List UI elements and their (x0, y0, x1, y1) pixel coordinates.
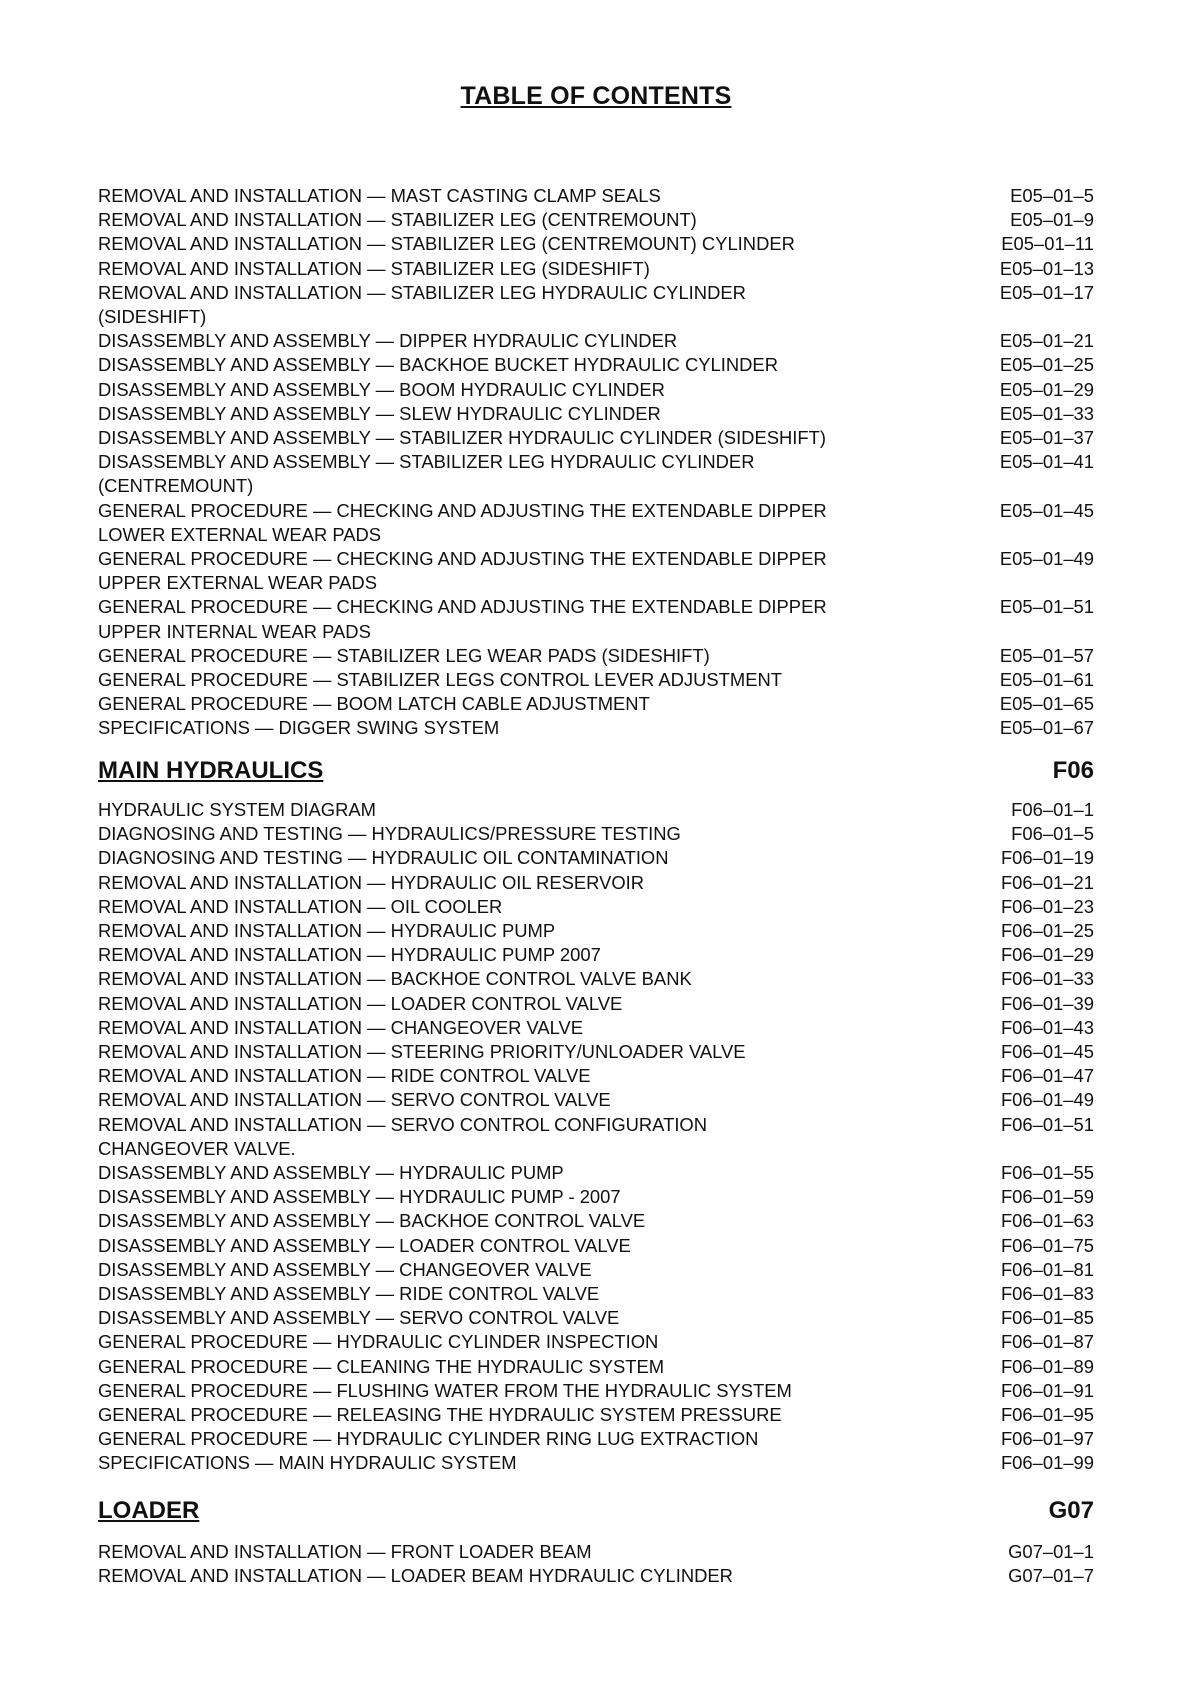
entry-title: REMOVAL AND INSTALLATION — STEERING PRIORITY/UNLOADER VALVE (98, 1041, 746, 1063)
toc-entry (98, 992, 1094, 1016)
entry-title: GENERAL PROCEDURE — CHECKING AND ADJUSTING THE EXTENDABLE DIPPER UPPER INTERNAL WEAR PADS (98, 596, 827, 642)
entry-page-ref: F06–01–91 (1000, 1379, 1094, 1401)
toc-entry (98, 716, 1094, 740)
toc-entry (98, 846, 1094, 870)
section-heading (98, 756, 1094, 786)
entry-title: REMOVAL AND INSTALLATION — HYDRAULIC PUMP (98, 920, 556, 942)
toc-entry (98, 1064, 1094, 1088)
section-entries (98, 1540, 1094, 1588)
entry-page-ref: F06–01–1 (1011, 799, 1094, 820)
toc-entry (98, 1427, 1094, 1451)
entry-title: DISASSEMBLY AND ASSEMBLY — LOADER CONTROL VALVE (98, 1234, 631, 1256)
toc-entry (98, 499, 1094, 547)
entry-page-ref: G07–01–7 (1008, 1565, 1094, 1587)
entry-page-ref: F06–01–29 (1000, 944, 1094, 966)
entry-title: HYDRAULIC SYSTEM DIAGRAM (98, 799, 376, 820)
entry-title: GENERAL PROCEDURE — BOOM LATCH CABLE ADJUSTMENT (98, 693, 650, 715)
entry-title: SPECIFICATIONS — MAIN HYDRAULIC SYSTEM (98, 1452, 517, 1474)
entry-page-ref: E05–01–5 (1010, 185, 1094, 206)
entry-page-ref: E05–01–45 (999, 499, 1094, 521)
entry-page-ref: E05–01–11 (1001, 233, 1094, 255)
entry-page-ref: F06–01–75 (1000, 1234, 1094, 1256)
entry-page-ref: E05–01–65 (999, 693, 1094, 715)
entry-title: DISASSEMBLY AND ASSEMBLY — STABILIZER HYDRAULIC CYLINDER (SIDESHIFT) (98, 427, 826, 449)
toc-entry (98, 1113, 1094, 1161)
entry-title: REMOVAL AND INSTALLATION — LOADER BEAM HYDRAULIC CYLINDER (98, 1565, 733, 1587)
entry-page-ref: F06–01–43 (1000, 1016, 1094, 1038)
toc-entry (98, 1564, 1094, 1588)
page-title: TABLE OF CONTENTS (460, 82, 732, 110)
entry-page-ref: F06–01–95 (1000, 1404, 1094, 1426)
entry-title: DISASSEMBLY AND ASSEMBLY — BACKHOE BUCKET HYDRAULIC CYLINDER (98, 354, 778, 376)
toc-entry (98, 450, 1094, 498)
toc-entry (98, 329, 1094, 353)
entry-title: REMOVAL AND INSTALLATION — STABILIZER LEG (SIDESHIFT) (98, 257, 650, 279)
toc-entry (98, 1234, 1094, 1258)
entry-page-ref: F06–01–51 (1000, 1113, 1094, 1135)
toc-entry (98, 1306, 1094, 1330)
toc-entry (98, 281, 1094, 329)
entry-title: GENERAL PROCEDURE — FLUSHING WATER FROM THE HYDRAULIC SYSTEM (98, 1379, 792, 1401)
section-entries (98, 798, 1094, 1476)
entry-page-ref: F06–01–63 (1000, 1210, 1094, 1232)
toc-entry (98, 378, 1094, 402)
entry-title: DISASSEMBLY AND ASSEMBLY — STABILIZER LEG HYDRAULIC CYLINDER (CENTREMOUNT) (98, 451, 755, 497)
entry-title: REMOVAL AND INSTALLATION — HYDRAULIC PUMP 2007 (98, 944, 601, 966)
toc-entry (98, 644, 1094, 668)
entry-title: REMOVAL AND INSTALLATION — BACKHOE CONTROL VALVE BANK (98, 968, 692, 990)
entry-title: REMOVAL AND INSTALLATION — FRONT LOADER BEAM (98, 1541, 592, 1562)
entry-page-ref: E05–01–57 (999, 644, 1094, 666)
entry-page-ref: E05–01–25 (999, 354, 1094, 376)
toc-entry (98, 353, 1094, 377)
entry-title: REMOVAL AND INSTALLATION — CHANGEOVER VALVE (98, 1016, 584, 1038)
entry-page-ref: E05–01–29 (999, 378, 1094, 400)
entry-page-ref: F06–01–45 (1000, 1041, 1094, 1063)
entry-title: GENERAL PROCEDURE — STABILIZER LEG WEAR PADS (SIDESHIFT) (98, 644, 710, 666)
entry-title: GENERAL PROCEDURE — RELEASING THE HYDRAULIC SYSTEM PRESSURE (98, 1404, 782, 1426)
entry-page-ref: E05–01–41 (999, 451, 1094, 473)
entry-page-ref: F06–01–21 (1000, 871, 1094, 893)
entry-title: REMOVAL AND INSTALLATION — RIDE CONTROL VALVE (98, 1065, 591, 1087)
toc-entry (98, 1355, 1094, 1379)
toc-entry (98, 668, 1094, 692)
entry-page-ref: F06–01–59 (1000, 1186, 1094, 1208)
entry-title: REMOVAL AND INSTALLATION — STABILIZER LEG (CENTREMOUNT) CYLINDER (98, 233, 795, 255)
entry-page-ref: F06–01–87 (1000, 1331, 1094, 1353)
entry-page-ref: F06–01–89 (1000, 1355, 1094, 1377)
entry-page-ref: F06–01–25 (1000, 920, 1094, 942)
toc-entry (98, 1040, 1094, 1064)
entry-page-ref: F06–01–85 (1000, 1307, 1094, 1329)
entry-title: REMOVAL AND INSTALLATION — MAST CASTING CLAMP SEALS (98, 185, 661, 206)
toc-entry (98, 871, 1094, 895)
toc-entry (98, 595, 1094, 643)
entry-page-ref: F06–01–83 (1000, 1283, 1094, 1305)
entry-title: REMOVAL AND INSTALLATION — SERVO CONTROL CONFIGURATION CHANGEOVER VALVE. (98, 1113, 708, 1159)
entry-title: REMOVAL AND INSTALLATION — STABILIZER LEG (CENTREMOUNT) (98, 209, 697, 231)
toc-entry (98, 547, 1094, 595)
entry-title: DIAGNOSING AND TESTING — HYDRAULIC OIL CONTAMINATION (98, 847, 669, 869)
toc-entry (98, 1185, 1094, 1209)
entry-page-ref: E05–01–51 (999, 596, 1094, 618)
toc-entry (98, 1016, 1094, 1040)
entry-page-ref: E05–01–33 (999, 402, 1094, 424)
toc-entry (98, 184, 1094, 208)
toc-entry (98, 895, 1094, 919)
toc-entry (98, 232, 1094, 256)
entry-title: GENERAL PROCEDURE — CLEANING THE HYDRAULIC SYSTEM (98, 1355, 665, 1377)
toc-entry (98, 1330, 1094, 1354)
entry-page-ref: F06–01–33 (1000, 968, 1094, 990)
entry-page-ref: F06–01–5 (1011, 823, 1094, 845)
entry-page-ref: E05–01–13 (999, 257, 1094, 279)
entry-page-ref: E05–01–37 (999, 427, 1094, 449)
toc-entry (98, 1379, 1094, 1403)
toc-entry (98, 1451, 1094, 1475)
entry-page-ref: F06–01–55 (1000, 1162, 1094, 1184)
section-title: LOADER (98, 1497, 200, 1524)
toc-entry (98, 1282, 1094, 1306)
toc-entry (98, 1540, 1094, 1564)
entry-page-ref: F06–01–81 (1000, 1258, 1094, 1280)
entry-page-ref: E05–01–9 (1010, 209, 1094, 231)
entry-page-ref: F06–01–99 (1000, 1452, 1094, 1474)
entry-title: DISASSEMBLY AND ASSEMBLY — DIPPER HYDRAULIC CYLINDER (98, 330, 678, 352)
toc-entry (98, 919, 1094, 943)
toc-entry (98, 402, 1094, 426)
entry-page-ref: F06–01–39 (1000, 992, 1094, 1014)
entry-title: GENERAL PROCEDURE — HYDRAULIC CYLINDER RING LUG EXTRACTION (98, 1428, 759, 1450)
entry-title: GENERAL PROCEDURE — HYDRAULIC CYLINDER INSPECTION (98, 1331, 659, 1353)
toc-entry (98, 1209, 1094, 1233)
entry-title: DIAGNOSING AND TESTING — HYDRAULICS/PRESSURE TESTING (98, 823, 681, 845)
entry-page-ref: E05–01–61 (999, 669, 1094, 691)
entry-page-ref: E05–01–49 (999, 548, 1094, 570)
entry-page-ref: E05–01–17 (999, 281, 1094, 303)
entry-title: GENERAL PROCEDURE — CHECKING AND ADJUSTING THE EXTENDABLE DIPPER LOWER EXTERNAL WEAR PADS (98, 499, 827, 545)
toc-entry (98, 426, 1094, 450)
toc-entry (98, 692, 1094, 716)
entry-title: DISASSEMBLY AND ASSEMBLY — RIDE CONTROL VALVE (98, 1283, 600, 1305)
entry-title: DISASSEMBLY AND ASSEMBLY — BACKHOE CONTROL VALVE (98, 1210, 646, 1232)
entry-page-ref: F06–01–49 (1000, 1089, 1094, 1111)
entry-title: DISASSEMBLY AND ASSEMBLY — HYDRAULIC PUMP - 2007 (98, 1186, 621, 1208)
entry-title: GENERAL PROCEDURE — STABILIZER LEGS CONTROL LEVER ADJUSTMENT (98, 669, 782, 691)
entry-title: DISASSEMBLY AND ASSEMBLY — CHANGEOVER VALVE (98, 1258, 592, 1280)
toc-entry (98, 1161, 1094, 1185)
toc-entry (98, 1088, 1094, 1112)
section-code: F06 (1052, 757, 1094, 784)
toc-entry (98, 798, 1094, 822)
entry-page-ref: E05–01–21 (999, 330, 1094, 352)
toc-entry (98, 822, 1094, 846)
toc-entry (98, 967, 1094, 991)
section-heading (98, 1496, 1094, 1526)
entry-title: REMOVAL AND INSTALLATION — OIL COOLER (98, 895, 503, 917)
entry-title: DISASSEMBLY AND ASSEMBLY — SERVO CONTROL VALVE (98, 1307, 620, 1329)
toc-entry (98, 257, 1094, 281)
section-entries (98, 184, 1094, 741)
entry-page-ref: G07–01–1 (1008, 1541, 1094, 1562)
entry-title: DISASSEMBLY AND ASSEMBLY — BOOM HYDRAULIC CYLINDER (98, 378, 665, 400)
toc-entry (98, 1403, 1094, 1427)
entry-title: REMOVAL AND INSTALLATION — STABILIZER LEG HYDRAULIC CYLINDER (SIDESHIFT) (98, 281, 746, 328)
entry-title: DISASSEMBLY AND ASSEMBLY — HYDRAULIC PUMP (98, 1162, 564, 1184)
entry-title: REMOVAL AND INSTALLATION — LOADER CONTROL VALVE (98, 992, 623, 1014)
entry-page-ref: F06–01–97 (1000, 1428, 1094, 1450)
entry-title: REMOVAL AND INSTALLATION — SERVO CONTROL VALVE (98, 1089, 611, 1111)
entry-page-ref: F06–01–19 (1000, 847, 1094, 869)
entry-title: REMOVAL AND INSTALLATION — HYDRAULIC OIL RESERVOIR (98, 871, 645, 893)
entry-title: DISASSEMBLY AND ASSEMBLY — SLEW HYDRAULIC CYLINDER (98, 402, 661, 424)
entry-title: SPECIFICATIONS — DIGGER SWING SYSTEM (98, 717, 500, 739)
entry-page-ref: F06–01–23 (1000, 895, 1094, 917)
section-title: MAIN HYDRAULICS (98, 757, 324, 784)
entry-page-ref: F06–01–47 (1000, 1065, 1094, 1087)
toc-entry (98, 208, 1094, 232)
entry-page-ref: E05–01–67 (999, 717, 1094, 739)
entry-title: GENERAL PROCEDURE — CHECKING AND ADJUSTING THE EXTENDABLE DIPPER UPPER EXTERNAL WEAR PADS (98, 548, 827, 594)
toc-entry (98, 1258, 1094, 1282)
section-code: G07 (1048, 1497, 1094, 1524)
toc-entry (98, 943, 1094, 967)
